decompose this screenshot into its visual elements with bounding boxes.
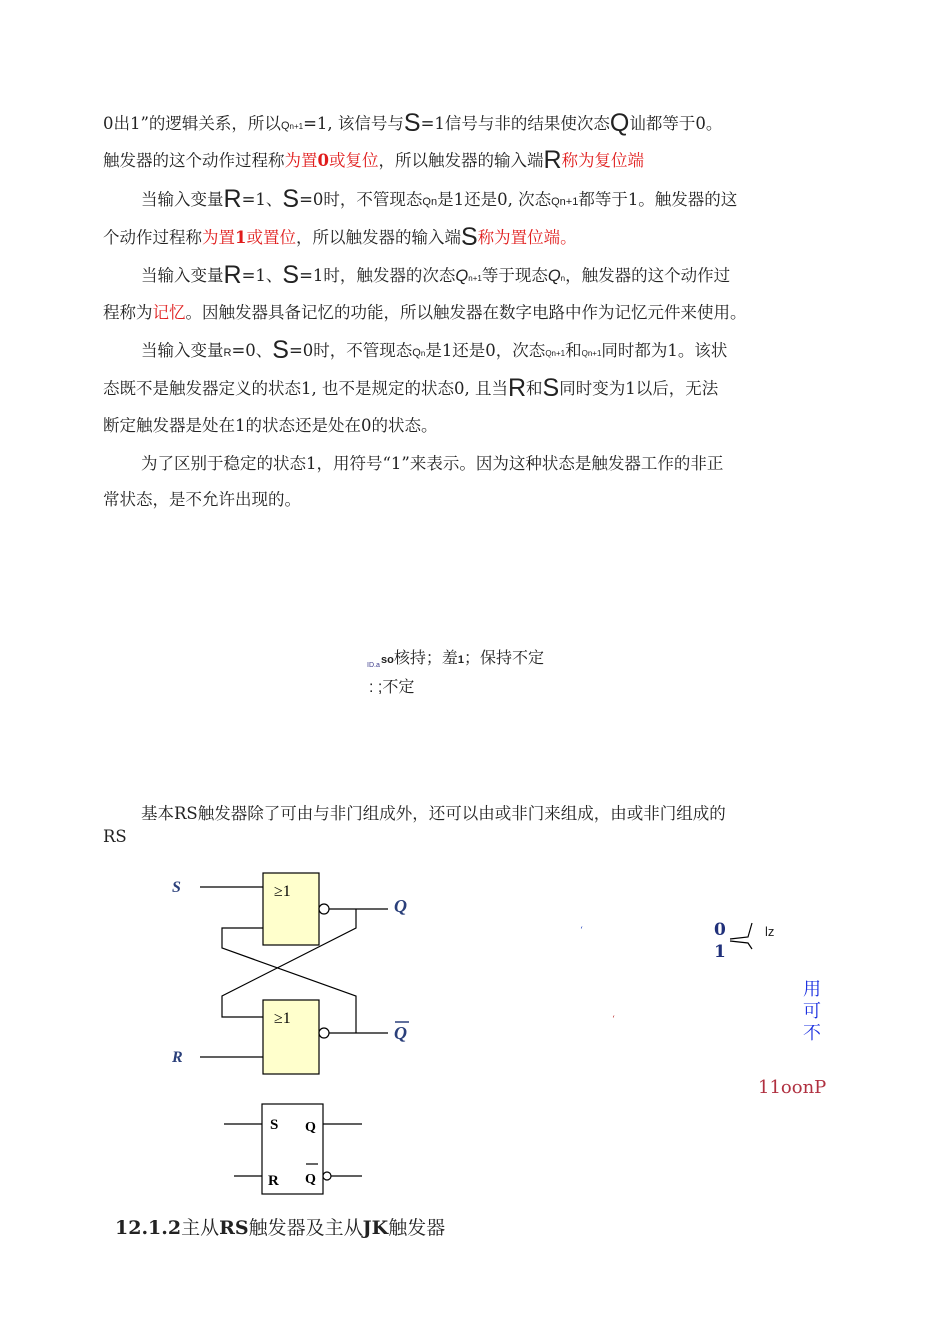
lower-gate-label: ≥1 [274, 1010, 291, 1027]
para5-line1: 为了区别于稳定的状态1，用符号“1”来表示。因为这种状态是触发器工作的非正 [141, 454, 724, 473]
para2-line1: 当输入变量R=1、S=0时，不管现态Qn是1还是0, 次态Qn+1都等于1。触发器的这 [141, 185, 738, 213]
para2-line2: 个动作过程称为置1或置位，所以触发器的输入端S称为置位端。 [103, 223, 577, 251]
tiny-mark-2: ‘ [612, 1015, 615, 1025]
para3-line1: 当输入变量R=1、S=1时，触发器的次态Qn+1等于现态Qn，触发器的这个动作过 [141, 261, 731, 289]
red-text-fragment: 11oonP [758, 1077, 827, 1095]
upper-inversion-bubble [319, 904, 329, 914]
waveform-fragment [728, 915, 768, 951]
para6-line2: RS [103, 827, 127, 846]
para1-line1: 0出1”的逻辑关系，所以Qn+1=1, 该信号与S=1信号与非的结果使次态Q讪都等于0。 [103, 109, 723, 137]
table-residue-row1: so核持；羞1；保持不定 [381, 650, 544, 667]
input-r-label: R [172, 1049, 183, 1066]
para5-line2: 常状态，是不允许出现的。 [103, 490, 301, 509]
output-q-label: Q [394, 896, 407, 916]
input-s-label: S [172, 879, 181, 896]
para1-line2: 触发器的这个动作过程称为置0或复位，所以触发器的输入端R称为复位端 [103, 146, 645, 174]
waveform-one: 1 [714, 942, 726, 962]
table-residue-row2: : ;不定 [369, 679, 415, 696]
para6-line1: 基本RS触发器除了可由与非门组成外，还可以由或非门来组成，由或非门组成的 [141, 804, 726, 823]
symbol-r-label: R [268, 1173, 279, 1189]
blue-char-3: 不 [803, 1023, 821, 1043]
nor-rs-flipflop-diagram [160, 860, 430, 1085]
lower-nor-gate [263, 1000, 319, 1074]
section-heading: 12.1.2主从RS触发器及主从JK触发器 [115, 1217, 446, 1239]
blue-char-2: 可 [803, 1001, 821, 1021]
glyph-fragment: lz [765, 924, 775, 939]
para4-line2: 态既不是触发器定义的状态1, 也不是规定的状态0, 且当R和S同时变为1以后，无法 [103, 374, 719, 402]
symbol-qbar-label: Q [305, 1172, 316, 1187]
output-qbar-label: Q [394, 1023, 407, 1043]
table-residue-small: ID.a [367, 662, 380, 669]
symbol-s-label: S [270, 1117, 279, 1133]
tiny-mark-1: ‘ [580, 926, 583, 936]
para4-line3: 断定触发器是处在1的状态还是处在0的状态。 [103, 416, 438, 435]
blue-char-1: 用 [803, 979, 821, 999]
symbol-q-label: Q [305, 1120, 316, 1135]
waveform-zero: 0 [714, 920, 726, 940]
para4-line1: 当输入变量R=0、S=0时，不管现态Qn是1还是0，次态Qn+1和Qn+1同时都为1。该状 [141, 336, 728, 364]
upper-gate-label: ≥1 [274, 883, 291, 900]
upper-nor-gate [263, 873, 319, 945]
lower-inversion-bubble [319, 1028, 329, 1038]
rs-flipflop-symbol [220, 1100, 370, 1200]
para3-line2: 程称为记忆。因触发器具备记忆的功能，所以触发器在数字电路中作为记忆元件来使用。 [103, 303, 747, 322]
symbol-inversion-bubble [323, 1172, 331, 1180]
